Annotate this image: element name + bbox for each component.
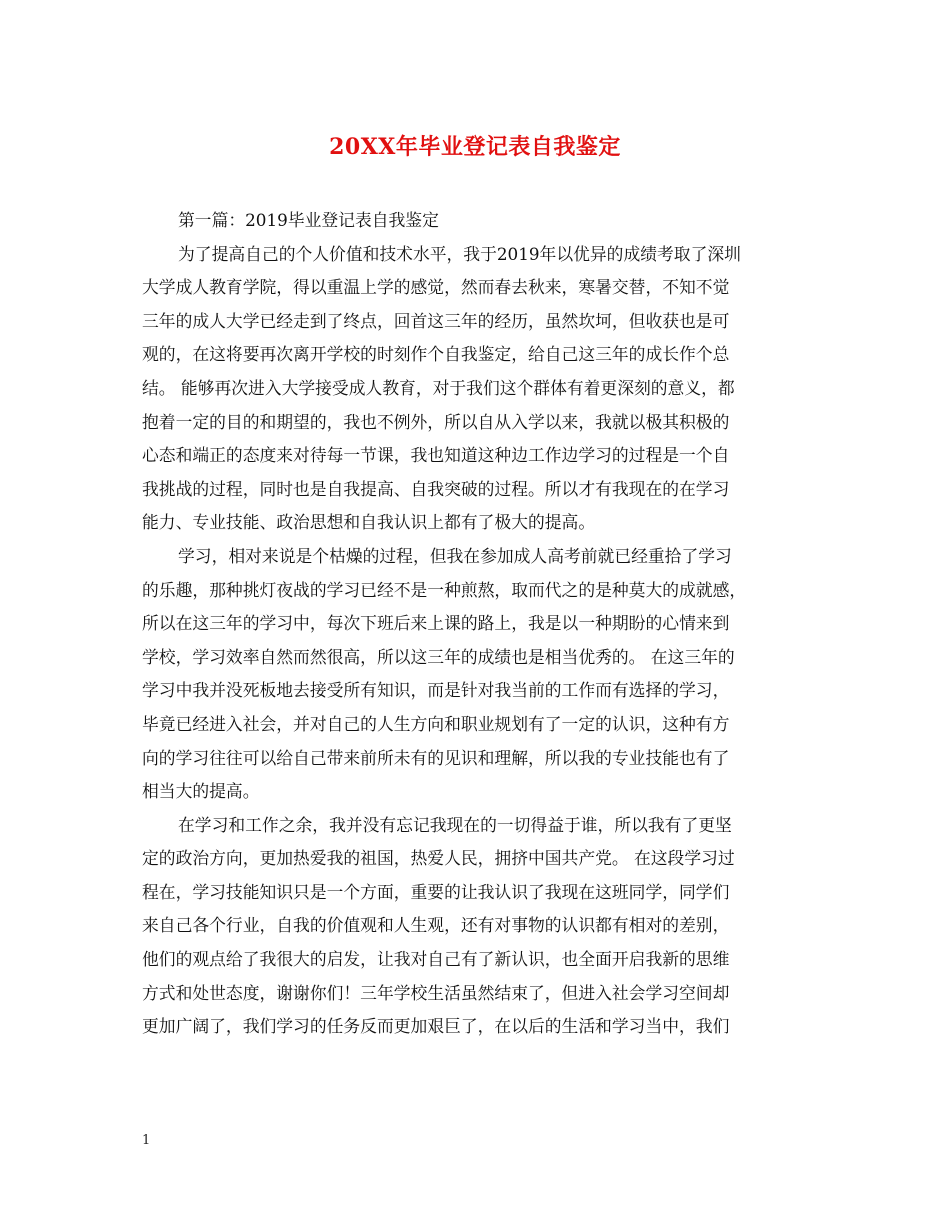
text-line: 第一篇：2019毕业登记表自我鉴定	[178, 210, 439, 230]
text-line: 大学成人教育学院，得以重温上学的感觉，然而春去秋来，寒暑交替，不知不觉	[142, 277, 730, 298]
text-line: 更加广阔了，我们学习的任务反而更加艰巨了，在以后的生活和学习当中，我们	[142, 1016, 730, 1037]
text-line: 毕竟已经进入社会，并对自己的人生方向和职业规划有了一定的认识，这种有方	[142, 713, 730, 734]
text-line: 方式和处世态度，谢谢你们！三年学校生活虽然结束了，但进入社会学习空间却	[142, 982, 730, 1003]
text-line: 定的政治方向，更加热爱我的祖国，热爱人民，拥挤中国共产党。 在这段学习过	[142, 848, 735, 869]
text-line: 所以在这三年的学习中，每次下班后来上课的路上，我是以一种期盼的心情来到	[142, 613, 730, 634]
text-line: 我挑战的过程，同时也是自我提高、自我突破的过程。所以才有我现在的在学习	[142, 478, 730, 499]
text-line: 心态和端正的态度来对待每一节课，我也知道这种边工作边学习的过程是一个自	[142, 445, 730, 466]
text-line: 的乐趣，那种挑灯夜战的学习已经不是一种煎熬，取而代之的是种莫大的成就感，	[142, 579, 747, 600]
document-title: 20XX年毕业登记表自我鉴定	[329, 134, 621, 160]
page-number: 1	[142, 1133, 151, 1148]
text-line: 观的，在这将要再次离开学校的时刻作个自我鉴定，给自己这三年的成长作个总	[142, 344, 730, 365]
text-line: 学习中我并没死板地去接受所有知识，而是针对我当前的工作而有选择的学习，	[142, 680, 730, 701]
text-line: 程在，学习技能知识只是一个方面，重要的让我认识了我现在这班同学，同学们	[142, 881, 730, 902]
text-line: 向的学习往往可以给自己带来前所未有的见识和理解，所以我的专业技能也有了	[142, 747, 730, 768]
text-line: 能力、专业技能、政治思想和自我认识上都有了极大的提高。	[142, 512, 596, 533]
text-line: 在学习和工作之余，我并没有忘记我现在的一切得益于谁，所以我有了更坚	[178, 814, 732, 835]
text-line: 结。 能够再次进入大学接受成人教育，对于我们这个群体有着更深刻的意义，都	[142, 377, 735, 398]
text-line: 抱着一定的目的和期望的，我也不例外，所以自从入学以来，我就以极其积极的	[142, 411, 730, 432]
text-line: 相当大的提高。	[142, 781, 260, 802]
text-line: 来自己各个行业，自我的价值观和人生观，还有对事物的认识都有相对的差别，	[142, 915, 730, 936]
document-body	[142, 204, 814, 1044]
text-line: 学校，学习效率自然而然很高，所以这三年的成绩也是相当优秀的。 在这三年的	[142, 646, 735, 667]
text-line: 为了提高自己的个人价值和技术水平，我于2019年以优异的成绩考取了深圳	[178, 243, 741, 264]
text-line: 学习，相对来说是个枯燥的过程，但我在参加成人高考前就已经重拾了学习	[178, 545, 732, 566]
text-line: 三年的成人大学已经走到了终点，回首这三年的经历，虽然坎坷，但收获也是可	[142, 310, 730, 331]
text-line: 他们的观点给了我很大的启发，让我对自己有了新认识，也全面开启我新的思维	[142, 949, 730, 970]
